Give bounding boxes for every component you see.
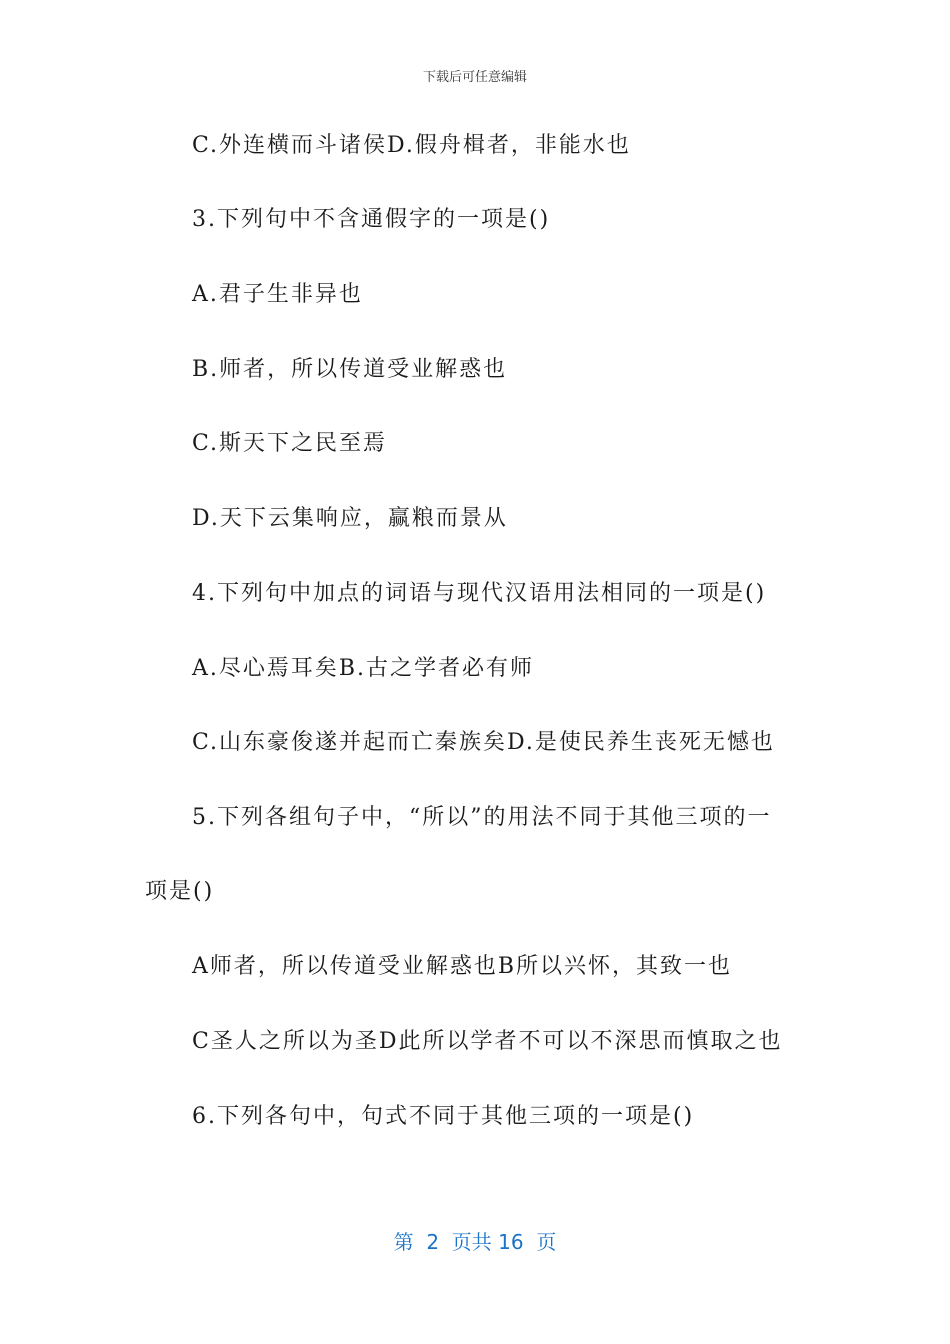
question-6: 6.下列各句中，句式不同于其他三项的一项是() — [192, 1104, 695, 1129]
options-cd: C.山东豪俊遂并起而亡秦族矣D.是使民养生丧死无憾也 — [192, 730, 775, 755]
option-c: C.斯天下之民至焉 — [192, 431, 388, 456]
page-footer: 第 2 页共 16 页 — [393, 1230, 557, 1254]
option-d: D.天下云集响应，赢粮而景从 — [192, 506, 508, 531]
text-line: C.外连横而斗诸侯D.假舟楫者，非能水也 — [192, 133, 631, 158]
options-ab: A师者，所以传道受业解惑也B所以兴怀，其致一也 — [192, 954, 733, 979]
option-b: B.师者，所以传道受业解惑也 — [192, 357, 508, 382]
question-4: 4.下列句中加点的词语与现代汉语用法相同的一项是() — [192, 581, 767, 606]
question-5-continued: 项是() — [145, 879, 215, 904]
options-ab: A.尽心焉耳矣B.古之学者必有师 — [192, 656, 535, 681]
option-a: A.君子生非异也 — [192, 282, 363, 307]
page-header: 下载后可任意编辑 — [422, 70, 527, 85]
question-5: 5.下列各组句子中，“所以”的用法不同于其他三项的一 — [192, 805, 772, 830]
question-3: 3.下列句中不含通假字的一项是() — [192, 207, 551, 232]
options-cd: C圣人之所以为圣D此所以学者不可以不深思而慎取之也 — [192, 1029, 783, 1054]
